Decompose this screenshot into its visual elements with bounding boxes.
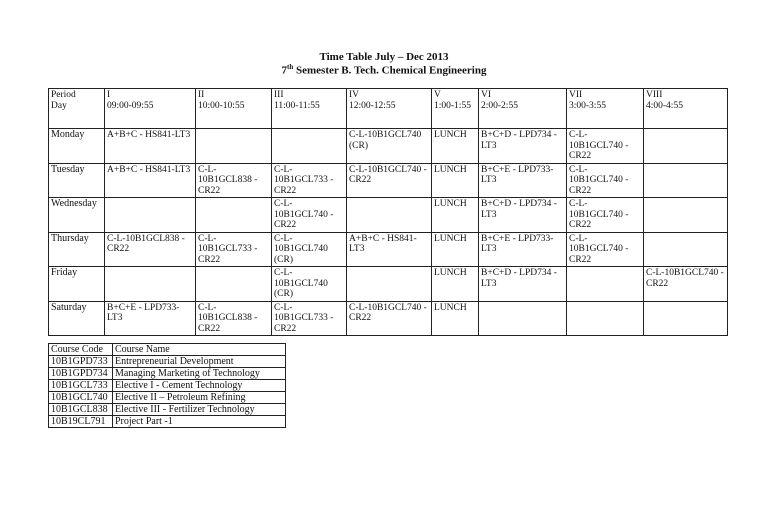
period-number: V [434,90,441,100]
course-table [48,343,286,428]
timetable-cell: C-L-10B1GCL740 - CR22 [567,129,644,164]
timetable-cell [479,301,567,336]
subtitle-text: Semester B. Tech. Chemical Engineering [293,64,487,77]
day-label: Day [51,100,67,111]
timetable-cell [567,267,644,302]
timetable-row [49,301,728,336]
course-row [49,356,286,368]
timetable-row [49,129,728,164]
subtitle-superscript: th [287,63,294,71]
period-day-header-cell [49,89,105,129]
course-code: 10B1GCL838 [49,404,113,416]
course-name: Elective III - Fertilizer Technology [113,404,286,416]
timetable-cell [105,198,196,233]
course-header-row [49,344,286,356]
period-time: 1:00-1:55 [434,100,471,111]
day-cell: Friday [49,267,105,302]
timetable-cell: C-L-10B1GCL740 (CR) [272,267,347,302]
course-name-header: Course Name [113,344,286,356]
period-number: VI [481,90,492,100]
timetable-cell: LUNCH [432,267,479,302]
timetable-cell [567,301,644,336]
page-subtitle [0,63,768,77]
timetable-cell [644,301,728,336]
period-time: 10:00-10:55 [198,100,245,111]
period-number: VII [569,90,583,100]
timetable-cell: C-L-10B1GCL838 - CR22 [196,301,272,336]
timetable [48,88,728,336]
course-code: 10B19CL791 [49,416,113,428]
timetable-row [49,198,728,233]
day-cell: Tuesday [49,163,105,198]
timetable-cell: B+C+E - LPD733-LT3 [479,232,567,267]
timetable-cell: C-L-10B1GCL733 - CR22 [272,301,347,336]
period-number: IV [349,90,360,100]
timetable-cell: C-L-10B1GCL740 - CR22 [567,198,644,233]
timetable-cell: C-L-10B1GCL740 - CR22 [644,267,728,302]
timetable-cell: LUNCH [432,129,479,164]
course-row [49,416,286,428]
course-row [49,404,286,416]
period-time: 2:00-2:55 [481,100,518,111]
timetable-cell: LUNCH [432,198,479,233]
period-time: 09:00-09:55 [107,100,154,111]
timetable-cell: B+C+D - LPD734 -LT3 [479,198,567,233]
day-cell: Monday [49,129,105,164]
timetable-cell [196,267,272,302]
timetable-cell: B+C+E - LPD733-LT3 [479,163,567,198]
period-header-8 [644,89,728,129]
course-name: Elective II – Petroleum Refining [113,392,286,404]
period-header-2 [196,89,272,129]
timetable-cell: C-L-10B1GCL740 (CR) [347,129,432,164]
timetable-cell [644,232,728,267]
period-header-7 [567,89,644,129]
period-number: VIII [646,90,663,100]
course-name: Entrepreneurial Development [113,356,286,368]
period-time: 11:00-11:55 [274,100,320,111]
course-code: 10B1GPD733 [49,356,113,368]
course-code: 10B1GCL740 [49,392,113,404]
course-row [49,380,286,392]
day-cell: Saturday [49,301,105,336]
timetable-cell: B+C+E - LPD733-LT3 [105,301,196,336]
course-code: 10B1GCL733 [49,380,113,392]
course-name: Managing Marketing of Technology [113,368,286,380]
period-label: Period [51,90,76,100]
timetable-cell [644,163,728,198]
timetable-cell: A+B+C - HS841-LT3 [347,232,432,267]
timetable-cell: B+C+D - LPD734 -LT3 [479,129,567,164]
timetable-cell: C-L-10B1GCL740 (CR) [272,232,347,267]
period-number: I [107,90,111,100]
timetable-cell: C-L-10B1GCL740 - CR22 [567,163,644,198]
timetable-cell [196,198,272,233]
course-row [49,392,286,404]
timetable-cell: C-L-10B1GCL740 - CR22 [347,301,432,336]
course-code: 10B1GPD734 [49,368,113,380]
period-time: 4:00-4:55 [646,100,683,111]
timetable-cell [644,129,728,164]
period-header-4 [347,89,432,129]
timetable-cell: C-L-10B1GCL838 - CR22 [105,232,196,267]
timetable-cell: B+C+D - LPD734 -LT3 [479,267,567,302]
course-name: Elective I - Cement Technology [113,380,286,392]
period-number: III [274,90,284,100]
timetable-cell [644,198,728,233]
timetable-cell: LUNCH [432,232,479,267]
timetable-cell: C-L-10B1GCL733 - CR22 [272,163,347,198]
timetable-header-row [49,89,728,129]
timetable-cell [105,267,196,302]
timetable-row [49,232,728,267]
period-time: 12:00-12:55 [349,100,396,111]
timetable-cell: C-L-10B1GCL733 - CR22 [196,232,272,267]
period-header-3 [272,89,347,129]
period-time: 3:00-3:55 [569,100,606,111]
timetable-cell: A+B+C - HS841-LT3 [105,163,196,198]
timetable-cell [272,129,347,164]
period-header-1 [105,89,196,129]
page-title: Time Table July – Dec 2013 [319,51,449,63]
timetable-cell [347,198,432,233]
course-name: Project Part -1 [113,416,286,428]
timetable-cell: C-L-10B1GCL740 - CR22 [567,232,644,267]
timetable-cell: C-L-10B1GCL740 - CR22 [347,163,432,198]
day-cell: Thursday [49,232,105,267]
timetable-cell [347,267,432,302]
day-cell: Wednesday [49,198,105,233]
period-header-6 [479,89,567,129]
period-header-5 [432,89,479,129]
subtitle-number: 7 [281,64,288,77]
course-code-header: Course Code [49,344,113,356]
timetable-cell [196,129,272,164]
timetable-row [49,163,728,198]
timetable-cell: C-L-10B1GCL838 - CR22 [196,163,272,198]
timetable-row [49,267,728,302]
course-row [49,368,286,380]
period-number: II [198,90,205,100]
timetable-cell: LUNCH [432,301,479,336]
timetable-cell: C-L-10B1GCL740 - CR22 [272,198,347,233]
timetable-cell: LUNCH [432,163,479,198]
timetable-cell: A+B+C - HS841-LT3 [105,129,196,164]
